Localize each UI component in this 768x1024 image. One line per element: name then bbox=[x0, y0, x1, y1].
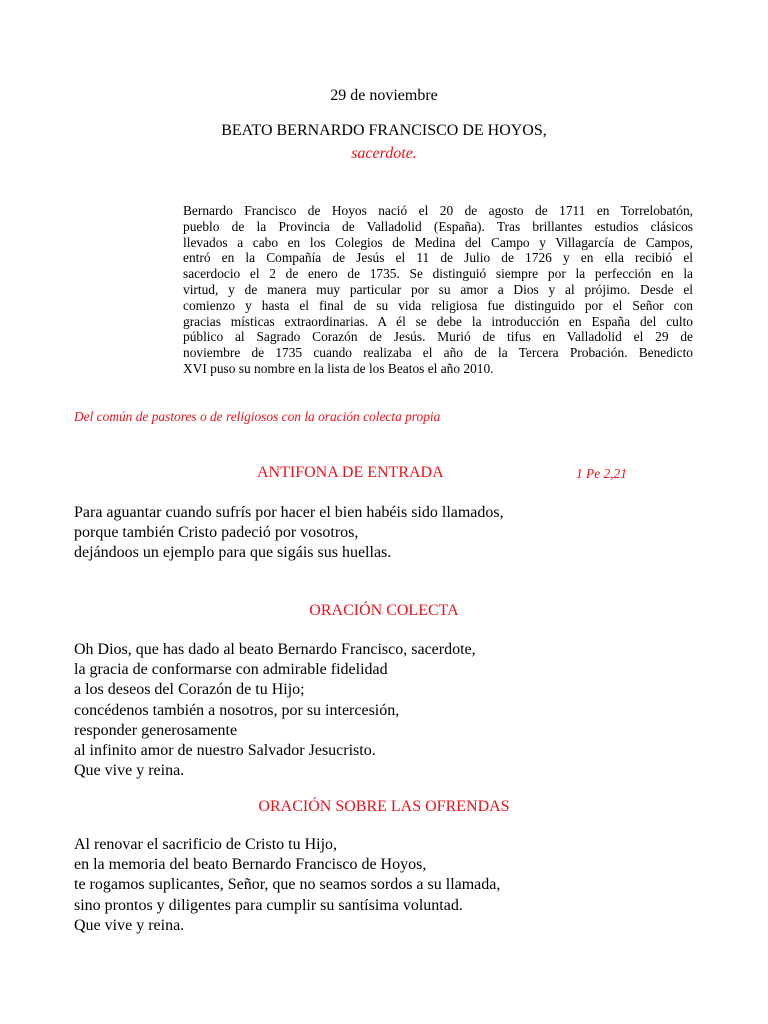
saint-rank: sacerdote. bbox=[351, 145, 417, 162]
collect-line: a los deseos del Corazón de tu Hijo; bbox=[74, 681, 305, 699]
offerings-line: en la memoria del beato Bernardo Francisco de Hoyos, bbox=[74, 856, 427, 874]
bio-line: gracias místicas extraordinarias. A él se debe la introducción en España del culto bbox=[183, 313, 693, 329]
rubric-note: Del común de pastores o de religiosos con la oración colecta propia bbox=[74, 409, 441, 424]
collect-text bbox=[74, 640, 476, 781]
bio-line: público al Sagrado Corazón de Jesús. Murió de tifus en Valladolid el 29 de bbox=[183, 329, 693, 345]
antiphon-text bbox=[74, 503, 504, 564]
collect-line: al infinito amor de nuestro Salvador Jesucristo. bbox=[74, 741, 376, 759]
bio-line: virtud, y de manera muy particular por su amor a Dios y al prójimo. Desde el bbox=[183, 281, 693, 297]
bio-line: entró en la Compañía de Jesús el 11 de Julio de 1726 y en ella recibió el bbox=[183, 250, 693, 266]
biography-paragraph bbox=[183, 203, 693, 377]
offerings-text bbox=[74, 835, 500, 936]
antiphon-line: dejándoos un ejemplo para que sigáis sus huellas. bbox=[74, 544, 392, 562]
offerings-heading: ORACIÓN SOBRE LAS OFRENDAS bbox=[258, 798, 510, 815]
bio-line: llevados a cabo en los Colegios de Medina del Campo y Villagarcía de Campos, bbox=[183, 234, 693, 250]
antiphon-heading: ANTIFONA DE ENTRADA bbox=[257, 464, 444, 481]
collect-line: Que vive y reina. bbox=[74, 762, 185, 780]
antiphon-line: Para aguantar cuando sufrís por hacer el bien habéis sido llamados, bbox=[74, 504, 504, 521]
scripture-reference: 1 Pe 2,21 bbox=[576, 466, 627, 481]
collect-line: Oh Dios, que has dado al beato Bernardo Francisco, sacerdote, bbox=[74, 641, 476, 658]
offerings-line: Al renovar el sacrificio de Cristo tu Hijo, bbox=[74, 836, 338, 853]
offerings-line: sino prontos y diligentes para cumplir su santísima voluntad. bbox=[74, 896, 463, 914]
bio-line: sacerdocio el 2 de enero de 1735. Se distinguió siempre por la perfección en la bbox=[183, 266, 693, 282]
collect-line: concédenos también a nosotros, por su intercesión, bbox=[74, 701, 400, 719]
antiphon-line: porque también Cristo padeció por vosotros, bbox=[74, 524, 359, 542]
collect-heading: ORACIÓN COLECTA bbox=[309, 602, 459, 619]
collect-line: la gracia de conformarse con admirable fidelidad bbox=[74, 661, 388, 679]
saint-title: BEATO BERNARDO FRANCISCO DE HOYOS, bbox=[221, 122, 547, 139]
offerings-line: te rogamos suplicantes, Señor, que no seamos sordos a su llamada, bbox=[74, 876, 501, 894]
bio-line: pueblo de la Provincia de Valladolid (España). Tras brillantes estudios clásicos bbox=[183, 218, 693, 234]
feast-date: 29 de noviembre bbox=[330, 87, 438, 104]
bio-line: XVI puso su nombre en la lista de los Beatos el año 2010. bbox=[183, 360, 494, 376]
offerings-line: Que vive y reina. bbox=[74, 916, 185, 934]
collect-line: responder generosamente bbox=[74, 721, 238, 739]
bio-line: noviembre de 1735 cuando realizaba el año de la Tercera Probación. Benedicto bbox=[183, 345, 693, 361]
bio-line: comienzo y hasta el final de su vida religiosa fue distinguido por el Señor con bbox=[183, 297, 693, 313]
bio-line: Bernardo Francisco de Hoyos nació el 20 de agosto de 1711 en Torrelobatón, bbox=[183, 203, 693, 218]
